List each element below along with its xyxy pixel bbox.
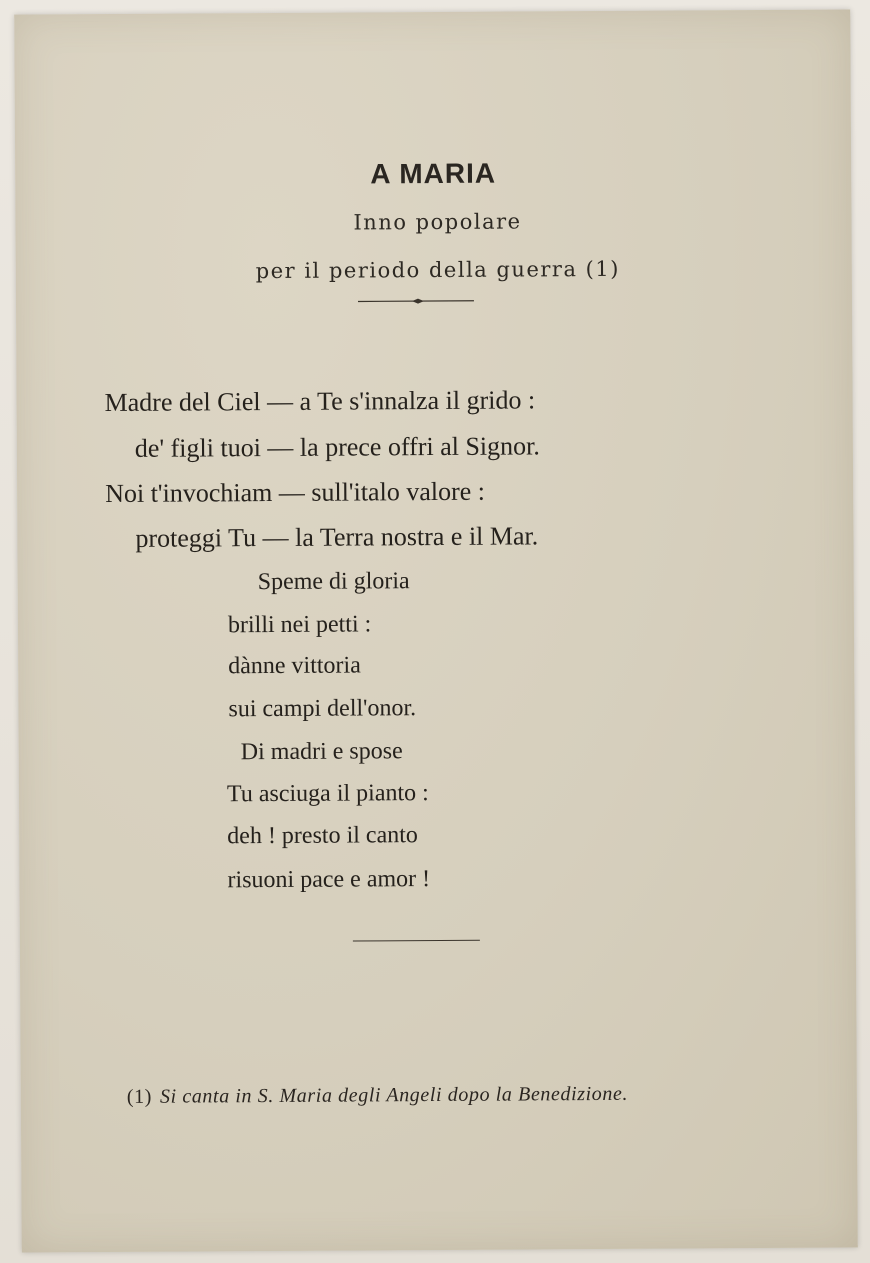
footnote [127,1083,628,1109]
refrain-line: dànne vittoria [228,652,361,680]
ornament-divider [358,298,474,305]
hymn-occasion: per il periodo della guerra (1) [255,256,620,284]
refrain-line: deh ! presto il canto [227,822,418,850]
verse-line: Noi t'invochiam — sull'italo valore : [105,476,486,509]
refrain-line: Tu asciuga il pianto : [226,780,429,808]
section-rule [353,940,480,942]
hymn-subtitle: Inno popolare [353,209,522,235]
hymn-title: A MARIA [370,157,497,190]
refrain-line: sui campi dell'onor. [228,695,417,723]
verse-line: proteggi Tu — la Terra nostra e il Mar. [135,521,539,553]
footnote-marker: (1) [126,1085,153,1108]
refrain-line: Speme di gloria [257,568,410,596]
printed-sheet [14,9,858,1252]
verse-line: Madre del Ciel — a Te s'innalza il grido : [104,385,536,418]
refrain-line: brilli nei petti : [227,611,372,639]
refrain-line: risuoni pace e amor ! [227,866,431,894]
footnote-text: Si canta in S. Maria degli Angeli dopo la Benedizione. [159,1082,629,1108]
refrain-line: Di madri e spose [240,738,403,766]
verse-line: de' figli tuoi — la prece offri al Signor. [134,431,540,463]
